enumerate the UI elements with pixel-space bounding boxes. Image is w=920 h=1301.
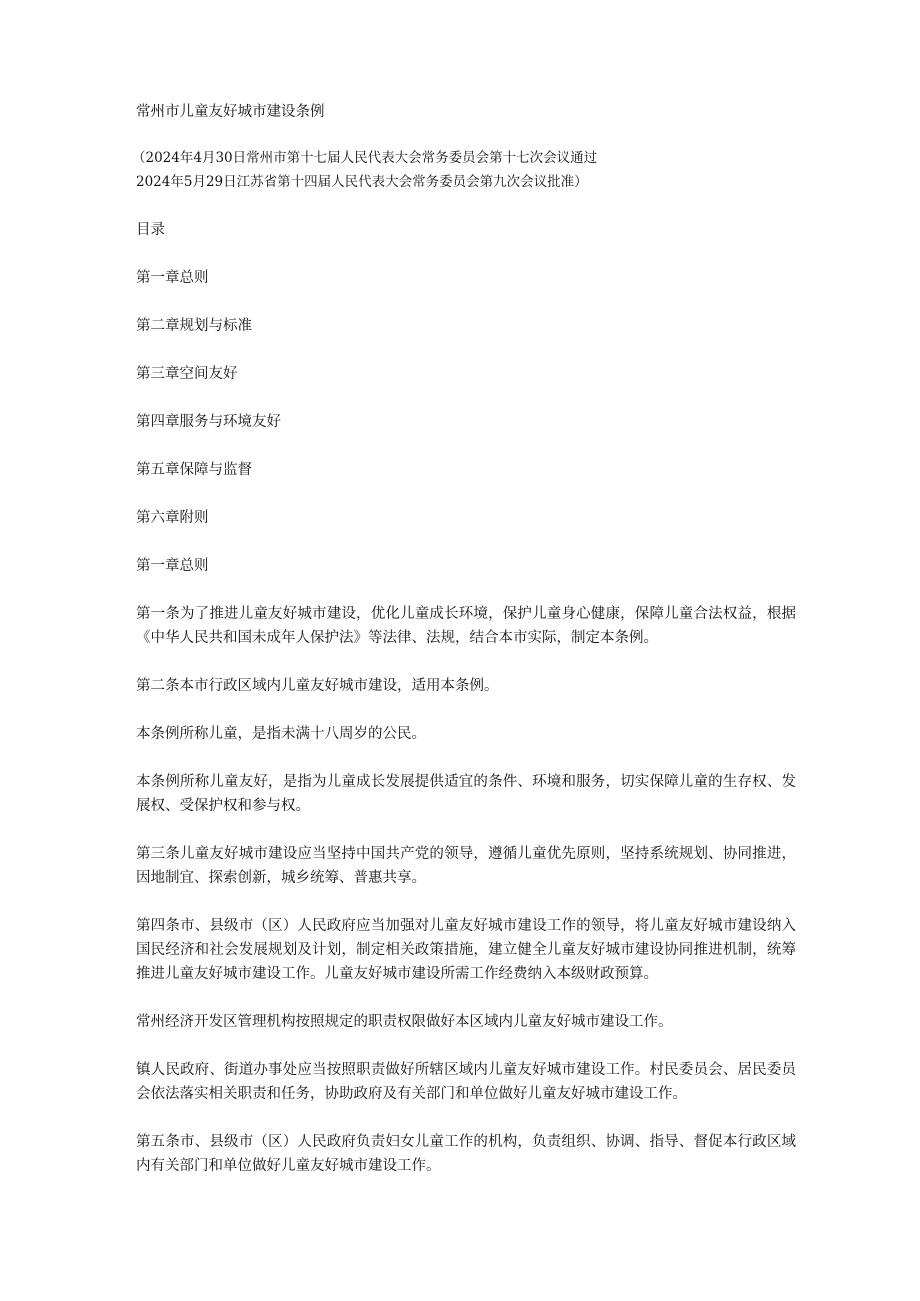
document-title: 常州市儿童友好城市建设条例 <box>136 104 325 120</box>
definition-child-paragraph: 本条例所称儿童，是指未满十八周岁的公民。 <box>136 726 426 742</box>
adoption-line-2: 2024年5月29日江苏省第十四届人民代表大会常务委员会第九次会议批准） <box>136 174 588 190</box>
town-street-paragraph: 镇人民政府、街道办事处应当按照职责做好所辖区域内儿童友好城市建设工作。村民委员会、居民委员会依法落实相关职责和任务，协助政府及有关部门和单位做好儿童友好城市建设工作。 <box>136 1062 796 1102</box>
toc-item-chapter-1: 第一章总则 <box>136 270 209 286</box>
toc-item-chapter-2: 第二章规划与标准 <box>136 318 252 334</box>
toc-item-chapter-6: 第六章附则 <box>136 510 209 526</box>
definition-child-friendly-paragraph: 本条例所称儿童友好，是指为儿童成长发展提供适宜的条件、环境和服务，切实保障儿童的生存权、发展权、受保护权和参与权。 <box>136 774 796 814</box>
article-3-paragraph: 第三条儿童友好城市建设应当坚持中国共产党的领导，遵循儿童优先原则，坚持系统规划、协同推进，因地制宜、探索创新，城乡统筹、普惠共享。 <box>136 846 796 886</box>
toc-item-chapter-4: 第四章服务与环境友好 <box>136 414 281 430</box>
article-4-paragraph: 第四条市、县级市（区）人民政府应当加强对儿童友好城市建设工作的领导，将儿童友好城市建设纳入国民经济和社会发展规划及计划，制定相关政策措施，建立健全儿童友好城市建设协同推进机制，统筹推进儿童友好城市建设工作。儿童友好城市建设所需工作经费纳入本级财政预算。 <box>136 918 796 982</box>
development-zone-paragraph: 常州经济开发区管理机构按照规定的职责权限做好本区域内儿童友好城市建设工作。 <box>136 1014 673 1030</box>
article-5-paragraph: 第五条市、县级市（区）人民政府负责妇女儿童工作的机构，负责组织、协调、指导、督促本行政区域内有关部门和单位做好儿童友好城市建设工作。 <box>136 1134 796 1174</box>
toc-title: 目录 <box>136 222 165 238</box>
chapter-heading: 第一章总则 <box>136 558 209 574</box>
toc-item-chapter-3: 第三章空间友好 <box>136 366 238 382</box>
document-body <box>132 100 796 1202</box>
article-1-paragraph: 第一条为了推进儿童友好城市建设，优化儿童成长环境，保护儿童身心健康，保障儿童合法权益，根据《中华人民共和国未成年人保护法》等法律、法规，结合本市实际，制定本条例。 <box>136 606 796 646</box>
article-2-paragraph: 第二条本市行政区域内儿童友好城市建设，适用本条例。 <box>136 678 499 694</box>
toc-item-chapter-5: 第五章保障与监督 <box>136 462 252 478</box>
adoption-line-1: （2024年4月30日常州市第十七届人民代表大会常务委员会第十七次会议通过 <box>132 150 598 166</box>
adoption-note <box>132 146 796 194</box>
